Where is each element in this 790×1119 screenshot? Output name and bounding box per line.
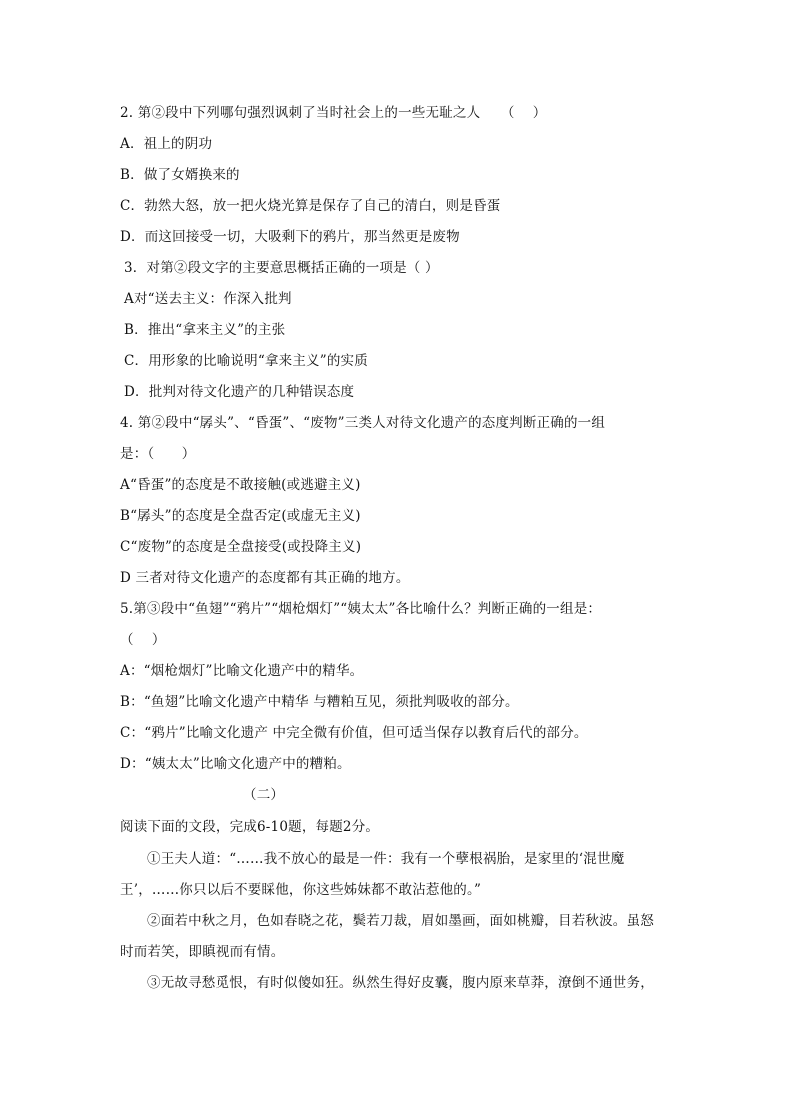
question-2-option-b: B．做了女婿换来的 (120, 167, 240, 183)
question-3-option-b: B．推出“拿来主义”的主张 (124, 322, 286, 338)
question-2-option-a: A．祖上的阴功 (120, 136, 213, 152)
question-5-option-a: A：“烟枪烟灯”比喻文化遗产中的精华。 (120, 663, 364, 679)
question-4-stem: 4. 第②段中“孱头”、“昏蛋”、“废物”三类人对待文化遗产的态度判断正确的一组 (120, 415, 606, 431)
question-5-stem-cont: （ ） (120, 632, 166, 648)
section-heading: （二） (243, 787, 285, 803)
question-4-option-b: B“孱头”的态度是全盘否定(或虚无主义) (120, 508, 361, 524)
question-5-option-d: D：“姨太太”比喻文化遗产中的糟粕。 (120, 756, 351, 772)
question-2-option-c: C．勃然大怒，放一把火烧光算是保存了自己的清白，则是昏蛋 (120, 198, 501, 214)
question-4-option-a: A“昏蛋”的态度是不敢接触(或逃避主义) (120, 477, 361, 493)
question-3-option-a: A对“送去主义：作深入批判 (124, 291, 292, 307)
question-4-option-c: C“废物”的态度是全盘接受(或投降主义) (120, 539, 362, 555)
passage-paragraph-3: ③无故寻愁觅恨，有时似傻如狂。纵然生得好皮囊，腹内原来草莽，潦倒不通世务， (147, 975, 654, 991)
passage-paragraph-2-cont: 时而若笑，即瞋视而有情。 (120, 944, 285, 960)
question-2-stem: 2. 第②段中下列哪句强烈讽刺了当时社会上的一些无耻之人 （ ） (120, 105, 547, 121)
passage-paragraph-1-cont: 王’，……你只以后不要睬他，你这些姊妹都不敢沾惹他的。” (120, 882, 482, 898)
question-3-stem: 3．对第②段文字的主要意思概括正确的一项是（ ） (124, 260, 439, 276)
passage-paragraph-1: ①王夫人道：“……我不放心的最是一件：我有一个孽根祸胎，是家里的‘混世魔 (147, 851, 625, 867)
question-5-option-c: C：“鸦片”比喻文化遗产 中完全微有价值，但可适当保存以教育后代的部分。 (120, 725, 588, 741)
question-3-option-c: C．用形象的比喻说明“拿来主义”的实质 (124, 353, 368, 369)
question-3-option-d: D．批判对待文化遗产的几种错误态度 (124, 384, 355, 400)
question-4-stem-cont: 是：（ ） (120, 446, 196, 462)
question-4-option-d: D 三者对待文化遗产的态度都有其正确的地方。 (120, 570, 410, 586)
question-5-stem: 5.第③段中“鱼翅”“鸦片”“烟枪烟灯”“姨太太”各比喻什么？判断正确的一组是： (120, 601, 602, 617)
question-5-option-b: B：“鱼翅”比喻文化遗产中精华 与糟粕互见，须批判吸收的部分。 (120, 694, 519, 710)
reading-instruction: 阅读下面的文段，完成6-10题，每题2分。 (120, 819, 380, 835)
passage-paragraph-2: ②面若中秋之月，色如春晓之花，鬓若刀裁，眉如墨画，面如桃瓣，目若秋波。虽怒 (147, 913, 654, 929)
question-2-option-d: D．而这回接受一切，大吸剩下的鸦片，那当然更是废物 (120, 229, 460, 245)
